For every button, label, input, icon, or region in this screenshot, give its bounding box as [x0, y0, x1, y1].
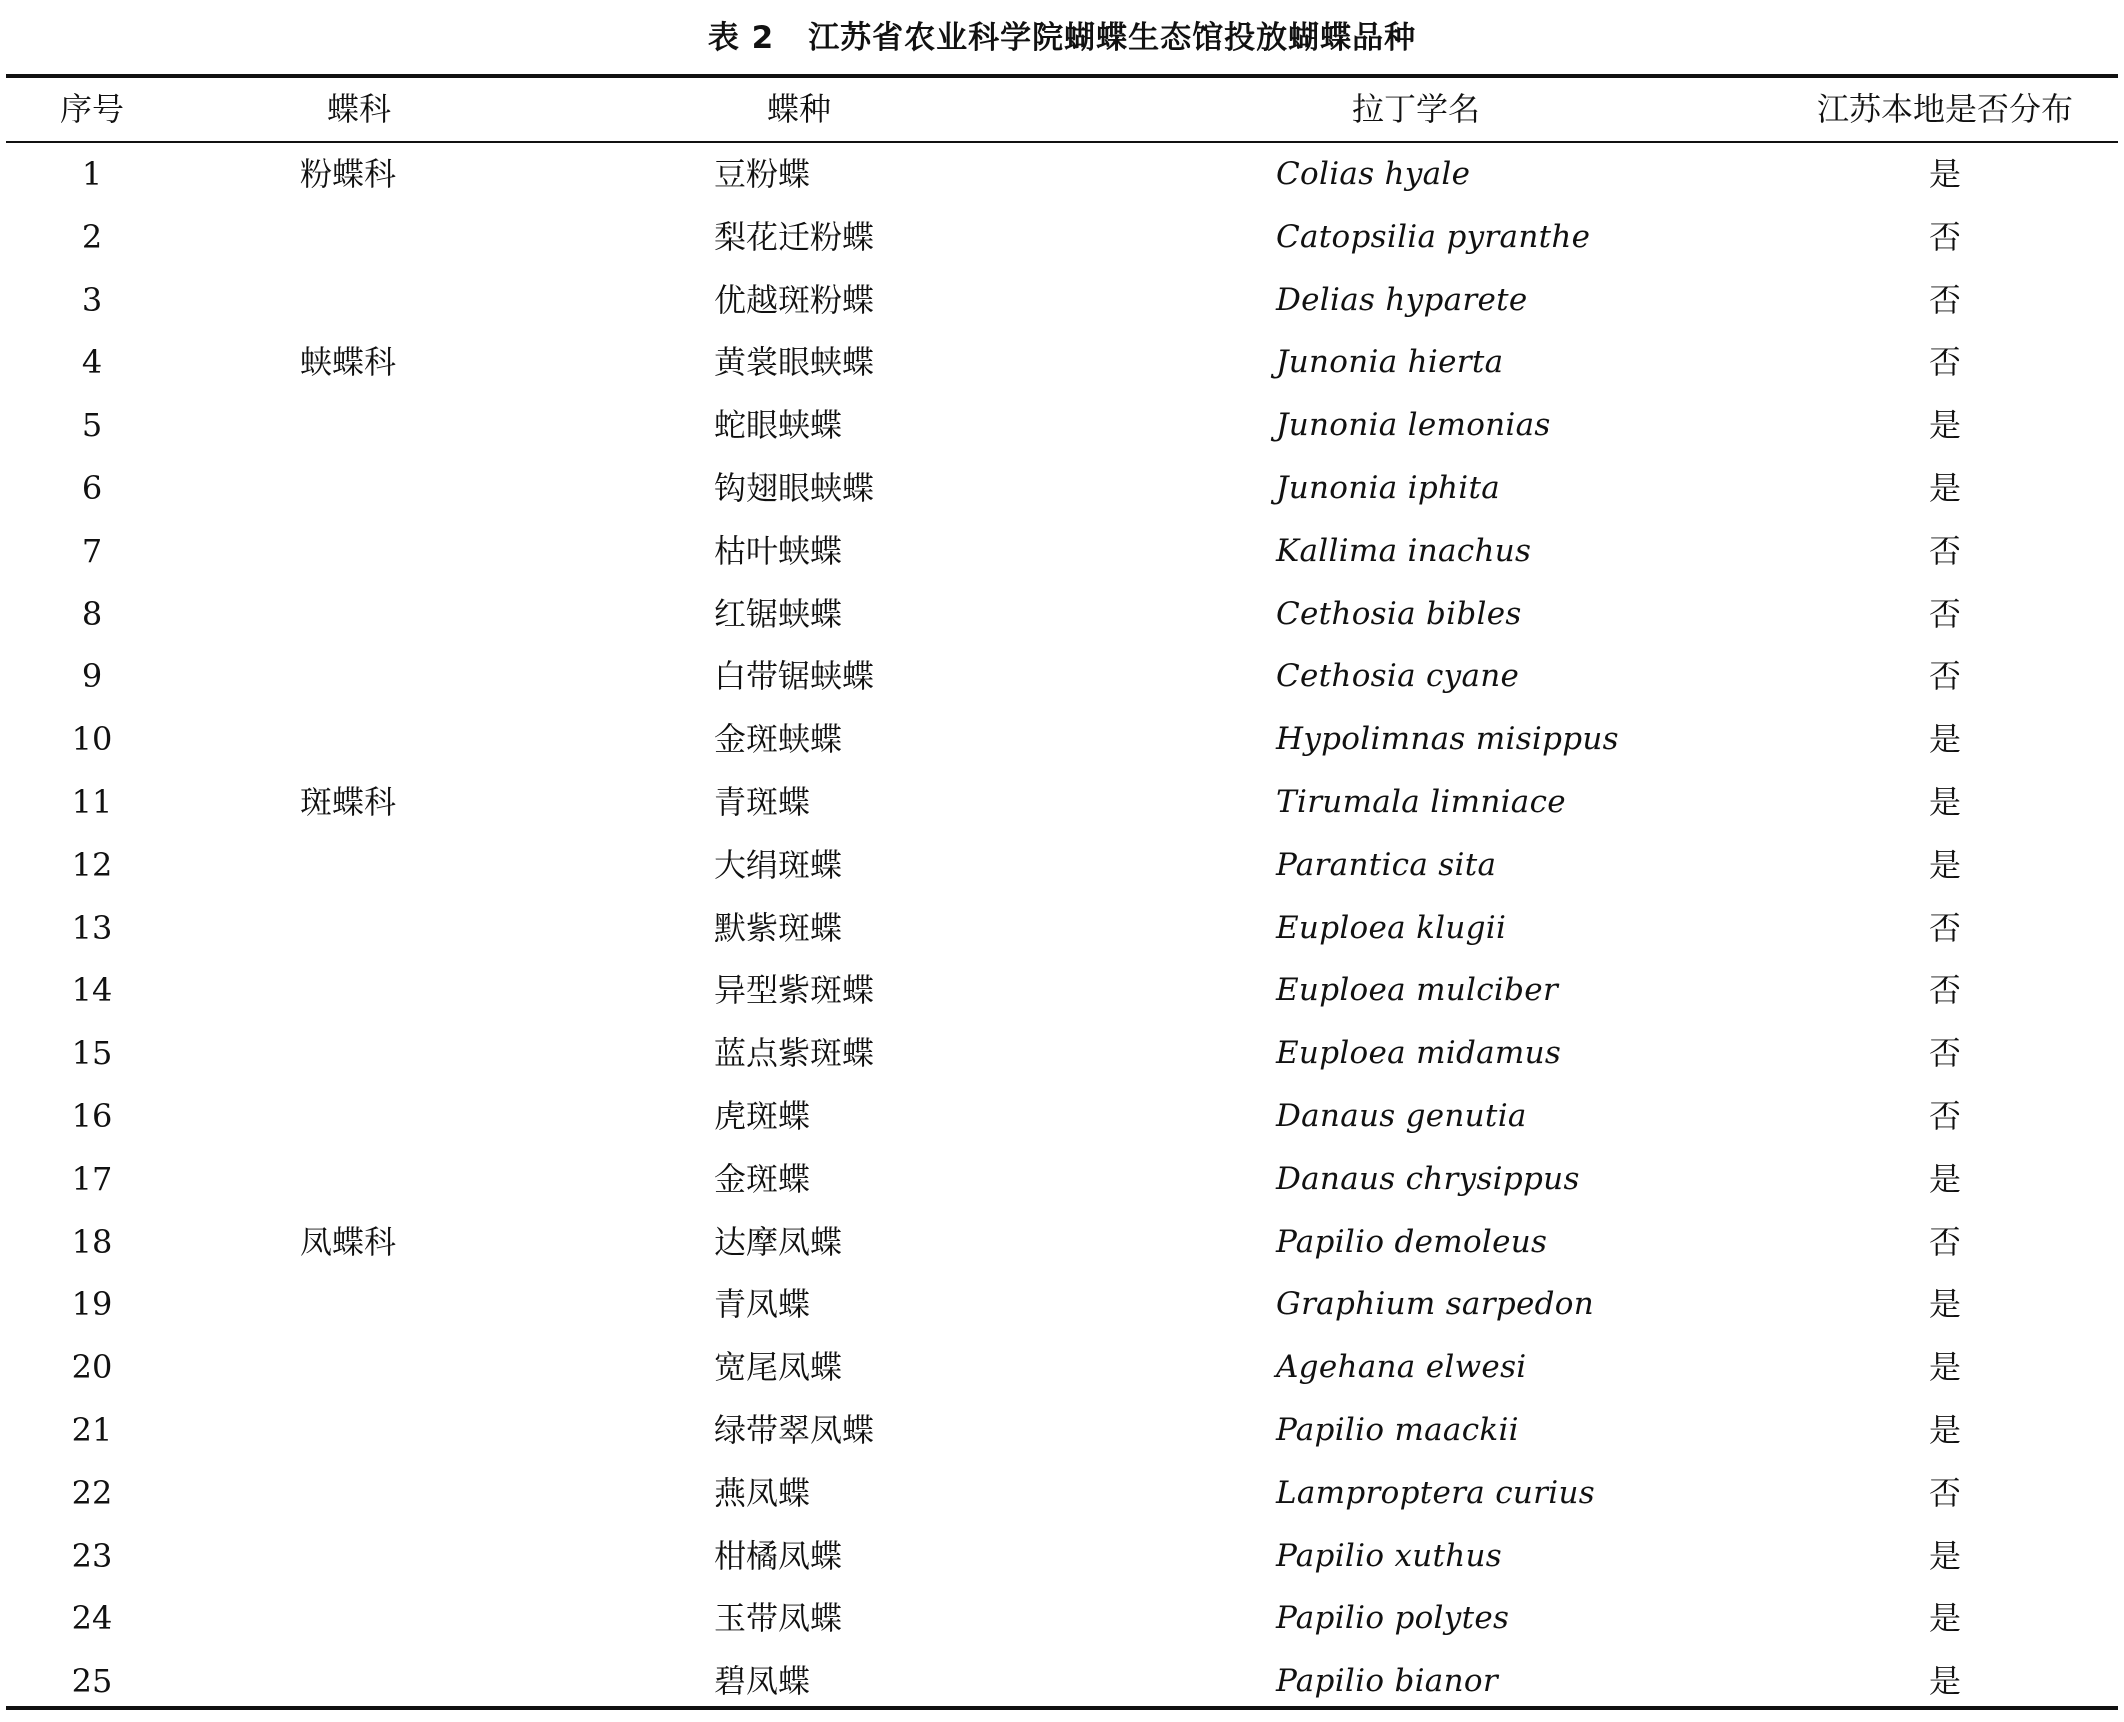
row-latin-name: Junonia lemonias — [1276, 407, 1551, 444]
row-number: 3 — [81, 280, 103, 319]
row-species: 大绢斑蝶 — [714, 845, 843, 884]
row-species: 梨花迁粉蝶 — [714, 217, 875, 256]
row-species: 达摩凤蝶 — [714, 1222, 843, 1261]
row-species: 黄裳眼蛱蝶 — [714, 343, 875, 382]
row-local-distribution: 是 — [1928, 1285, 1961, 1324]
row-family: 粉蝶科 — [300, 155, 397, 193]
table-row — [0, 1587, 2124, 1650]
row-latin-name: Danaus chrysippus — [1276, 1160, 1580, 1197]
row-latin-name: Agehana elwesi — [1276, 1349, 1527, 1386]
row-local-distribution: 否 — [1928, 908, 1961, 947]
row-number: 21 — [71, 1411, 113, 1449]
row-species: 枯叶蛱蝶 — [714, 531, 843, 570]
row-number: 17 — [71, 1159, 113, 1198]
row-family — [300, 1587, 418, 1650]
row-latin-name: Euploea midamus — [1276, 1035, 1562, 1072]
row-family — [300, 1399, 418, 1462]
row-species: 钩翅眼蛱蝶 — [714, 469, 875, 507]
table-row — [0, 143, 2124, 206]
row-local-distribution: 否 — [1928, 1034, 1961, 1073]
row-latin-name: Junonia hierta — [1276, 344, 1504, 381]
table-row — [0, 1085, 2124, 1148]
row-species: 豆粉蝶 — [714, 155, 811, 193]
row-local-distribution: 是 — [1928, 845, 1961, 884]
row-species: 默紫斑蝶 — [714, 908, 843, 947]
row-species: 金斑蝶 — [714, 1159, 811, 1198]
table-row — [0, 1525, 2124, 1588]
table-row — [0, 206, 2124, 269]
row-latin-name: Papilio maackii — [1276, 1412, 1519, 1448]
row-local-distribution: 否 — [1928, 594, 1961, 633]
row-family: 蛱蝶科 — [300, 343, 397, 382]
table-row — [0, 1399, 2124, 1462]
row-latin-name: Kallima inachus — [1276, 532, 1532, 569]
row-family — [300, 520, 418, 583]
row-number: 25 — [71, 1662, 113, 1701]
table-row — [0, 1462, 2124, 1525]
row-local-distribution: 是 — [1928, 469, 1961, 507]
row-number: 19 — [71, 1285, 113, 1324]
row-latin-name: Cethosia cyane — [1276, 658, 1520, 695]
row-species: 白带锯蛱蝶 — [714, 657, 875, 696]
row-family — [300, 959, 418, 1022]
table-caption-label: 表 2 — [707, 20, 775, 56]
row-latin-name: Graphium sarpedon — [1276, 1286, 1594, 1323]
table-row — [0, 1336, 2124, 1399]
table-row — [0, 394, 2124, 457]
row-latin-name: Catopsilia pyranthe — [1276, 218, 1591, 255]
row-local-distribution: 否 — [1928, 1097, 1961, 1135]
row-number: 16 — [71, 1097, 113, 1135]
row-latin-name: Tirumala limniace — [1276, 784, 1566, 820]
table-row — [0, 269, 2124, 332]
row-number: 14 — [71, 971, 113, 1010]
row-number: 11 — [71, 783, 113, 821]
row-family: 凤蝶科 — [300, 1222, 397, 1261]
row-species: 蛇眼蛱蝶 — [714, 406, 843, 445]
row-number: 7 — [81, 531, 103, 570]
row-species: 金斑蛱蝶 — [714, 720, 843, 759]
row-local-distribution: 是 — [1928, 1536, 1961, 1575]
row-number: 13 — [71, 908, 113, 947]
row-latin-name: Papilio xuthus — [1276, 1537, 1502, 1574]
row-species: 异型紫斑蝶 — [714, 971, 875, 1010]
row-family — [300, 834, 418, 897]
row-family — [300, 1148, 418, 1211]
table-row — [0, 1148, 2124, 1211]
row-species: 优越斑粉蝶 — [714, 280, 875, 319]
table-row — [0, 457, 2124, 520]
header-species: 蝶种 — [766, 90, 831, 128]
table-row — [0, 1273, 2124, 1336]
row-species: 青凤蝶 — [714, 1285, 811, 1324]
table-row — [0, 331, 2124, 394]
row-latin-name: Hypolimnas misippus — [1276, 721, 1619, 758]
table-row — [0, 834, 2124, 897]
row-number: 18 — [71, 1222, 113, 1261]
row-number: 22 — [71, 1473, 113, 1512]
table-bottom-rule — [6, 1706, 2118, 1710]
row-local-distribution: 是 — [1928, 1662, 1961, 1701]
row-latin-name: Delias hyparete — [1276, 281, 1528, 318]
row-family — [300, 1022, 418, 1085]
header-number: 序号 — [59, 90, 124, 128]
row-species: 青斑蝶 — [714, 783, 811, 821]
row-species: 红锯蛱蝶 — [714, 594, 843, 633]
row-local-distribution: 是 — [1928, 1411, 1961, 1449]
table-caption — [0, 0, 2124, 70]
row-species: 燕凤蝶 — [714, 1473, 811, 1512]
row-local-distribution: 是 — [1928, 1599, 1961, 1638]
row-number: 2 — [81, 217, 103, 256]
row-latin-name: Papilio demoleus — [1276, 1223, 1548, 1260]
row-species: 虎斑蝶 — [714, 1097, 811, 1135]
row-latin-name: Papilio polytes — [1276, 1600, 1510, 1637]
row-family — [300, 394, 418, 457]
table-header-row — [0, 78, 2124, 141]
row-latin-name: Euploea mulciber — [1276, 972, 1559, 1009]
row-number: 8 — [81, 594, 103, 633]
table-row — [0, 520, 2124, 583]
row-family — [300, 583, 418, 646]
row-family — [300, 897, 418, 960]
row-number: 23 — [71, 1536, 113, 1575]
header-family: 蝶科 — [326, 90, 391, 128]
row-family — [300, 1273, 418, 1336]
table-caption-title: 江苏省农业科学院蝴蝶生态馆投放蝴蝶品种 — [808, 20, 1417, 56]
row-latin-name: Papilio bianor — [1276, 1663, 1498, 1700]
row-family: 斑蝶科 — [300, 783, 397, 821]
row-family — [300, 708, 418, 771]
row-family — [300, 206, 418, 269]
row-number: 5 — [81, 406, 103, 445]
table-row — [0, 959, 2124, 1022]
row-local-distribution: 是 — [1928, 720, 1961, 759]
row-local-distribution: 否 — [1928, 217, 1961, 256]
row-species: 蓝点紫斑蝶 — [714, 1034, 875, 1073]
row-local-distribution: 否 — [1928, 1473, 1961, 1512]
table-row — [0, 1211, 2124, 1274]
row-local-distribution: 是 — [1928, 783, 1961, 821]
table-row — [0, 583, 2124, 646]
table-body — [0, 143, 2124, 1706]
row-family — [300, 1462, 418, 1525]
table-row — [0, 645, 2124, 708]
row-number: 10 — [71, 720, 113, 759]
row-family — [300, 1525, 418, 1588]
header-local-distribution: 江苏本地是否分布 — [1816, 90, 2073, 128]
row-number: 24 — [71, 1599, 113, 1638]
table-row — [0, 771, 2124, 834]
row-number: 9 — [81, 657, 103, 696]
row-species: 柑橘凤蝶 — [714, 1536, 843, 1575]
row-family — [300, 1085, 418, 1148]
row-species: 玉带凤蝶 — [714, 1599, 843, 1638]
row-number: 20 — [71, 1348, 113, 1387]
row-local-distribution: 是 — [1928, 155, 1961, 193]
row-local-distribution: 是 — [1928, 1159, 1961, 1198]
row-number: 12 — [71, 845, 113, 884]
row-local-distribution: 是 — [1928, 406, 1961, 445]
row-family — [300, 457, 418, 520]
row-latin-name: Parantica sita — [1276, 846, 1497, 883]
row-latin-name: Euploea klugii — [1276, 909, 1507, 946]
row-local-distribution: 否 — [1928, 971, 1961, 1010]
row-family — [300, 645, 418, 708]
row-number: 15 — [71, 1034, 113, 1073]
row-family — [300, 1650, 418, 1713]
row-local-distribution: 否 — [1928, 657, 1961, 696]
row-local-distribution: 否 — [1928, 531, 1961, 570]
row-family — [300, 1336, 418, 1399]
row-latin-name: Danaus genutia — [1276, 1098, 1527, 1134]
row-family — [300, 269, 418, 332]
row-latin-name: Lamproptera curius — [1276, 1474, 1595, 1511]
row-local-distribution: 否 — [1928, 280, 1961, 319]
table-row — [0, 1650, 2124, 1713]
row-latin-name: Colias hyale — [1276, 156, 1471, 192]
row-species: 绿带翠凤蝶 — [714, 1411, 875, 1449]
table-row — [0, 897, 2124, 960]
header-latin-name: 拉丁学名 — [1351, 90, 1480, 128]
row-species: 碧凤蝶 — [714, 1662, 811, 1701]
row-local-distribution: 否 — [1928, 1222, 1961, 1261]
row-number: 6 — [81, 469, 103, 507]
row-local-distribution: 是 — [1928, 1348, 1961, 1387]
row-species: 宽尾凤蝶 — [714, 1348, 843, 1387]
row-number: 1 — [81, 155, 103, 193]
table-row — [0, 708, 2124, 771]
row-local-distribution: 否 — [1928, 343, 1961, 382]
row-latin-name: Cethosia bibles — [1276, 595, 1522, 632]
row-latin-name: Junonia iphita — [1276, 470, 1501, 506]
table-row — [0, 1022, 2124, 1085]
row-number: 4 — [81, 343, 103, 382]
